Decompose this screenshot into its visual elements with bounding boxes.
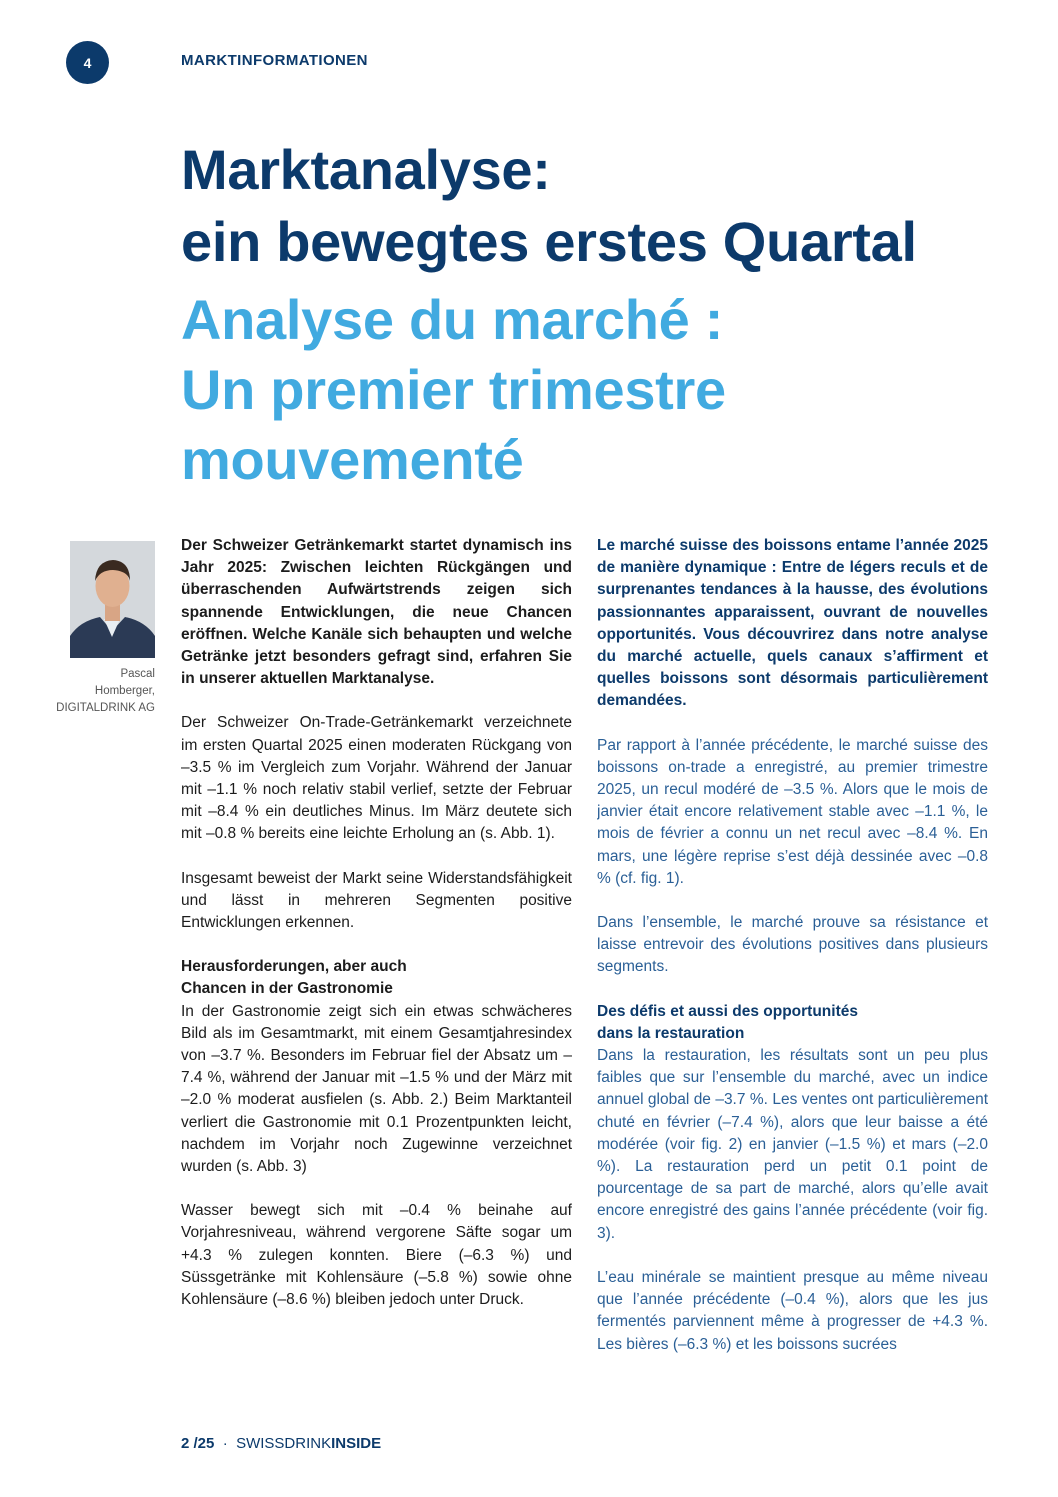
subheading-de-line-2: Chancen in der Gastronomie [181,980,393,998]
paragraph-de-1: Der Schweizer On-Trade-Getränkemarkt verzeichnete im ersten Quartal 2025 einen moderaten Rückgang von –3.5 % im Vergleich zum Vorjahr. Während der Januar mit –1.1 % noch relativ stabil verlief, setzte der Februar mit –8.4 % ein deutliches Minus. Im März deutete sich mit –0.8 % bereits eine leichte Erholung an (s. Abb. 1). [181,714,572,843]
article-column-german [181,535,572,1333]
page-number: 4 [83,54,92,71]
title-german-line-2: ein bewegtes erstes Quartal [181,210,917,273]
paragraph-fr-2: Dans l’ensemble, le marché prouve sa résistance et laisse entrevoir des évolutions positives dans plusieurs segments. [597,914,988,976]
issue-number: 2 /25 [181,1435,215,1452]
footer-separator: · [222,1435,228,1452]
brand-suffix: INSIDE [331,1435,382,1452]
paragraph-de-4: Wasser bewegt sich mit –0.4 % beinahe auf Vorjahresniveau, während vergorene Säfte sogar um +4.3 % zulegen konnten. Biere (–6.3 %) und Süssgetränke mit Kohlensäure (–5.8 %) sowie ohne Kohlensäure (–8.6 %) bleiben jedoch unter Druck. [181,1202,572,1309]
subheading-de-line-1: Herausforderungen, aber auch [181,958,407,976]
footer [181,1435,381,1452]
author-caption [40,666,155,717]
subheading-fr [597,1001,988,1045]
title-german-line-1: Marktanalyse: [181,138,551,201]
lead-paragraph-fr: Le marché suisse des boissons entame l’année 2025 de manière dynamique : Entre de légers reculs et de surprenantes tendances à la hausse, des évolutions passionnantes apparaissent, ouvrant de nouvelles opportunités. Vous découvrirez dans notre analyse du marché actuelle, quels canaux s’affirment et quelles boissons sont désormais particulièrement demandées. [597,537,988,710]
brand-name: SWISSDRINK [236,1435,332,1452]
author-name: Pascal [120,668,155,680]
title-french-line-2: Un premier trimestre [181,358,726,421]
paragraph-fr-4: L’eau minérale se maintient presque au même niveau que l’année précédente (–0.4 %), alors que les jus fermentés parviennent même à progresser de +4.3 %. Les bières (–6.3 %) et les boissons sucrées [597,1268,988,1353]
section-label: MARKTINFORMATIONEN [181,52,368,69]
author-surname: Homberger, [94,685,155,697]
subheading-de [181,956,572,1000]
title-french-line-3: mouvementé [181,428,524,491]
title-french-line-1: Analyse du marché : [181,288,724,351]
author-company: DIGITALDRINK AG [56,702,155,714]
subheading-fr-line-2: dans la restauration [597,1024,745,1042]
title-french [181,285,1021,495]
paragraph-fr-1: Par rapport à l’année précédente, le marché suisse des boissons on-trade a enregistré, au premier trimestre 2025, un recul modéré de –3.5 %. Alors que le mois de janvier était encore relativement stable avec –1.1 %, le mois de février a connu un net recul avec –8.4 %. En mars, une légère reprise s’est déjà dessinée avec –0.8 % (cf. fig. 1). [597,736,988,887]
paragraph-fr-3: Dans la restauration, les résultats sont un peu plus faibles que sur l’ensemble du marché, avec un indice annuel global de –3.7 %. Les ventes ont particulièrement chuté en février (–7.4 %), alors que leur baisse a été modérée (voir fig. 2) en janvier (–1.5 %) et mars (–2.0 %). La restauration perd un petit 0.1 point de pourcentage de sa part de marché, alors qu’elle avait encore enregistré des gains l’année précédente (voir fig. 3). [597,1047,988,1242]
page-number-badge [66,41,109,84]
title-german [181,134,1021,278]
paragraph-de-2: Insgesamt beweist der Markt seine Widerstandsfähigkeit und lässt in mehreren Segmenten positive Entwicklungen erkennen. [181,869,572,932]
subheading-fr-line-1: Des défis et aussi des opportunités [597,1002,858,1020]
article-column-french [597,535,988,1381]
paragraph-de-3: In der Gastronomie zeigt sich ein etwas schwächeres Bild als im Gesamtmarkt, mit einem Gesamtjahresindex von –3.7 %. Besonders im Februar fiel der Absatz um –7.4 %, während der Januar mit –1.5 % und der März mit –2.0 % moderat ausfielen (s. Abb. 2.) Beim Marktanteil verliert die Gastronomie mit 0.1 Prozentpunkten leicht, nachdem im Vorjahr noch Zugewinne verzeichnet wurden (s. Abb. 3) [181,1002,572,1176]
lead-paragraph-de: Der Schweizer Getränkemarkt startet dynamisch ins Jahr 2025: Zwischen leichten Rückgängen und überraschenden Aufwärtstrends zeigen sich spannende Entwicklungen, die neue Chancen eröffnen. Welche Kanäle sich behaupten und welche Getränke jetzt besonders gefragt sind, erfahren Sie in unserer aktuellen Marktanalyse. [181,537,572,688]
author-portrait [70,541,155,658]
